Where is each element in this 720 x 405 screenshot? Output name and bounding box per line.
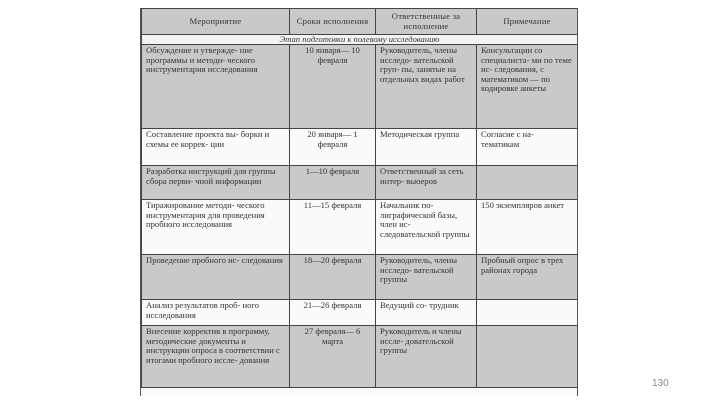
cell-note: [477, 300, 578, 326]
cell-note: Пробный опрос в трех районах города: [477, 255, 578, 300]
cell-note: [477, 326, 578, 388]
cell-event: Составление проекта вы- борки и схемы ее коррек- ции: [142, 129, 290, 166]
cell-responsible: Методическая группа: [376, 129, 477, 166]
table-row: [142, 129, 578, 166]
table-row: [142, 45, 578, 129]
cell-responsible: Руководитель и члены иссле- довательской группы: [376, 326, 477, 388]
cell-note: [477, 166, 578, 200]
header-note: Примечание: [477, 9, 578, 35]
header-event: Мероприятие: [142, 9, 290, 35]
cell-event: Анализ результатов проб- ного исследования: [142, 300, 290, 326]
page-number: 130: [652, 378, 669, 389]
cell-event: Обсуждение и утвержде- ние программы и методи- ческого инструментария исследования: [142, 45, 290, 129]
table-row: [142, 166, 578, 200]
cell-event: Тиражирование методи- ческого инструментария для проведения пробного исследования: [142, 200, 290, 255]
cell-event: Проведение пробного ис- следования: [142, 255, 290, 300]
stage-row: [142, 35, 578, 45]
cell-dates: 18—20 февраля: [290, 255, 376, 300]
cell-responsible: Ведущий со- трудник: [376, 300, 477, 326]
header-dates: Сроки исполнения: [290, 9, 376, 35]
table-row: [142, 300, 578, 326]
cell-event: Разработка инструкций для группы сбора перви- чной информации: [142, 166, 290, 200]
cell-responsible: Начальник по- лиграфической базы, член ис- следовательской группы: [376, 200, 477, 255]
cell-dates: 20 января— 1 февраля: [290, 129, 376, 166]
header-responsible: Ответственные за исполнение: [376, 9, 477, 35]
cell-dates: 27 февраля— 6 марта: [290, 326, 376, 388]
table-header-row: [142, 9, 578, 35]
cell-dates: 10 января— 10 февраля: [290, 45, 376, 129]
table-row: [142, 200, 578, 255]
cell-event: Внесение корректив в программу, методические документы и инструкции опроса в соответствии с итогами пробного иссле- дования: [142, 326, 290, 388]
cell-note: Согласие с на- тематикам: [477, 129, 578, 166]
cell-responsible: Ответственный за сеть интер- вьюеров: [376, 166, 477, 200]
table-row: [142, 255, 578, 300]
table-row: [142, 326, 578, 388]
cell-dates: 1—10 февраля: [290, 166, 376, 200]
stage-title: Этап подготовки к полевому исследованию: [142, 35, 578, 45]
scanned-table-page: [140, 8, 578, 396]
cell-note: Консультации со специалиста- ми по теме ис- следования, с математиком — по кодировке анкеты: [477, 45, 578, 129]
cell-responsible: Руководитель, члены исследо- вательской груп- пы, занятые на отдельных видах работ: [376, 45, 477, 129]
schedule-table: [141, 8, 578, 388]
cell-note: 150 экземпляров анкет: [477, 200, 578, 255]
cell-dates: 21—26 февраля: [290, 300, 376, 326]
cell-dates: 11—15 февраля: [290, 200, 376, 255]
cell-responsible: Руководитель, члены исследо- вательской группы: [376, 255, 477, 300]
